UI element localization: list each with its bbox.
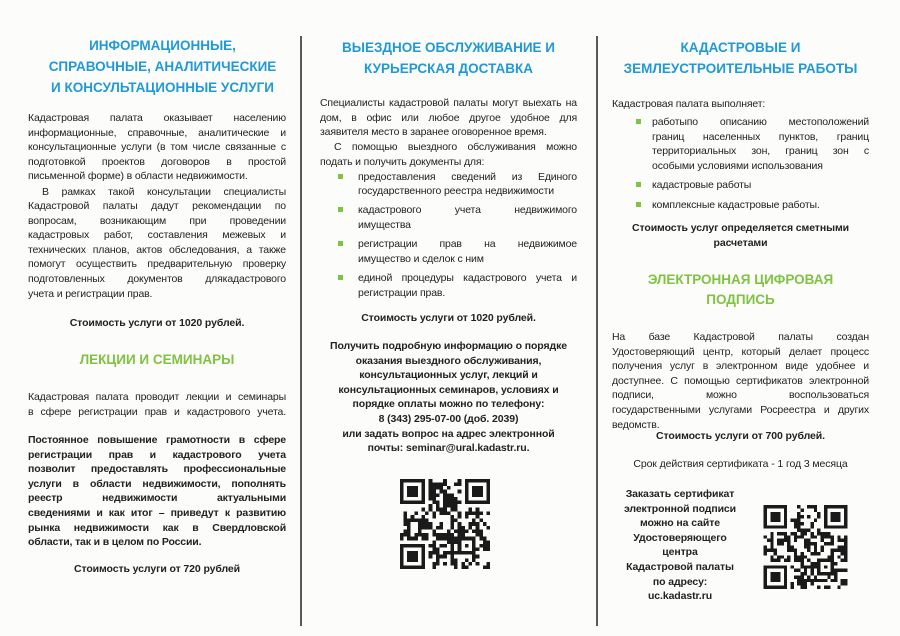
info-services-details <box>28 185 286 302</box>
paragraph-line: услуги в области недвижимости, пополнять <box>28 477 286 490</box>
bullet-line: регистрации прав. <box>358 287 446 300</box>
paragraph-line: помогут осуществить предварительную проверку <box>28 258 286 271</box>
order-line: Кадастровой палаты <box>626 560 734 573</box>
paragraph-line: регистрации прав и кадастрового учета <box>28 448 286 461</box>
column-divider <box>300 36 302 626</box>
bullet-line: территориальных зон, границ зон с <box>652 145 869 158</box>
ecp-price: Стоимость услуги от 700 рублей. <box>656 430 825 442</box>
title-line: ПОДПИСЬ <box>706 292 775 307</box>
info-services-intro <box>28 111 286 184</box>
field-service-intro <box>320 96 577 140</box>
bullet-line: регистрации прав на недвижимое <box>358 238 577 251</box>
field-service-bullets <box>320 170 577 306</box>
price-line: расчетами <box>713 236 768 249</box>
bullet-item <box>612 115 869 173</box>
paragraph-line: информационные, справочные, аналитические и <box>28 126 286 139</box>
contact-info <box>320 339 577 456</box>
title-line: ЭЛЕКТРОННАЯ ЦИФРОВАЯ <box>647 272 834 287</box>
paragraph-line: Кадастровой палаты дадут рекомендации по <box>28 200 286 213</box>
info-services-price-block <box>28 316 286 331</box>
order-line: по адресу: <box>652 575 708 588</box>
lectures-price-block <box>28 562 286 577</box>
order-line: можно на сайте <box>640 517 720 530</box>
paragraph-line: кадастровых работ, составления межевых и <box>28 229 286 242</box>
paragraph-line: подать и получить документы для: <box>320 155 485 168</box>
contact-line: почты: seminar@ural.kadastr.ru. <box>367 442 530 455</box>
field-service-lead <box>320 140 577 169</box>
contact-line: консультационных семинаров, условиях и <box>338 383 559 396</box>
bullet-line: единой процедуры кадастрового учета и <box>358 272 577 285</box>
bullet-item <box>320 271 577 300</box>
contact-outro <box>320 427 577 456</box>
cadastral-works-intro: Кадастровая палата выполняет: <box>612 98 766 110</box>
paragraph-line: позволит предоставлять профессиональные <box>28 463 286 476</box>
qr-code <box>398 477 492 571</box>
cadastral-works-intro-block <box>612 97 869 112</box>
green-square-bullet-icon <box>338 207 343 212</box>
bullet-item <box>320 237 577 266</box>
cadastral-works-bullets <box>612 115 869 217</box>
bullet-item <box>612 198 869 213</box>
bullet-line: имущество и сделок с ним <box>358 253 484 266</box>
bullet-line: государственного реестра недвижимости <box>358 185 555 198</box>
paragraph-line: подготовкой проектов договоров в простой <box>28 155 286 168</box>
paragraph-line: На базе Кадастровой палаты создан <box>612 331 869 343</box>
order-line: Удостоверяющего <box>633 531 727 544</box>
order-line: электронной подписи <box>623 502 737 515</box>
ecp-order-info <box>612 487 748 604</box>
paragraph-line: ведомств. <box>612 418 660 431</box>
paragraph-line: рынка недвижимости как в Свердловской <box>28 521 286 534</box>
column-divider <box>596 36 598 626</box>
order-line: Заказать сертификат <box>625 488 735 500</box>
order-line: центра <box>662 546 698 559</box>
bullet-line: имущества <box>358 219 411 232</box>
bullet-item <box>612 178 869 193</box>
phone-number: 8 (343) 295-07-00 (доб. 2039) <box>378 412 519 425</box>
bullet-line: особыми условиями использования <box>652 159 823 172</box>
lectures-emphasis <box>28 433 286 550</box>
green-square-bullet-icon <box>338 241 343 246</box>
bullet-text <box>358 203 577 232</box>
paragraph-line: технических планов, актов обследования, а также <box>28 243 286 256</box>
paragraph-line: сведениями и как итог – приведут к развитию <box>28 506 286 519</box>
paragraph-line: государственными услугами Росреестра и других <box>612 403 869 416</box>
ecp-text <box>612 330 869 432</box>
title-line: И КОНСУЛЬТАЦИОННЫЕ УСЛУГИ <box>51 80 274 95</box>
green-square-bullet-icon <box>338 275 343 280</box>
paragraph-line: получения услуг в электронном виде удобнее и <box>612 360 869 373</box>
paragraph-line: Кадастровая палата проводит лекции и семинары <box>28 391 286 403</box>
lectures-text <box>28 390 286 419</box>
green-square-bullet-icon <box>636 182 641 187</box>
contact-line: оказания выездного обслуживания, <box>355 354 542 367</box>
field-service-price: Стоимость услуги от 1020 рублей. <box>361 312 536 324</box>
paragraph-line: Кадастровая палата оказывает населению <box>28 112 286 124</box>
bullet-text <box>652 198 869 213</box>
contact-intro <box>320 339 577 412</box>
paragraph-line: области, так и в целом по России. <box>28 536 202 549</box>
cadastral-works-price-note <box>612 221 869 250</box>
ecp-validity: Срок действия сертификата - 1 год 3 месяца <box>633 458 848 470</box>
paragraph-line: С помощью выездного обслуживания можно <box>334 141 577 153</box>
green-square-bullet-icon <box>636 202 641 207</box>
field-service-title <box>320 37 577 79</box>
contact-line: порядке оплаты можно по телефону: <box>352 398 545 411</box>
bullet-line: предоставления сведений из Единого <box>358 170 577 183</box>
order-line: uc.kadastr.ru <box>647 590 713 603</box>
bullet-text <box>358 237 577 266</box>
bullet-line: кадастровые работы <box>652 179 752 192</box>
qr-code <box>762 503 849 591</box>
bullet-line: работыпо описанию местоположений <box>652 116 869 128</box>
bullet-text <box>358 271 577 300</box>
lectures-title-block <box>28 350 286 370</box>
paragraph-line: вопросам, возникающим при проведении <box>28 214 286 227</box>
info-services-title <box>30 35 295 98</box>
title-line: КУРЬЕРСКАЯ ДОСТАВКА <box>364 61 533 76</box>
paragraph-line: подготовленных документов длякадастрового <box>28 273 286 286</box>
bullet-line: границ населенных пунктов, границ <box>652 130 869 143</box>
ecp-validity-block <box>612 457 869 472</box>
ecp-price-block <box>612 429 869 444</box>
paragraph-line: В рамках такой консультации специалисты <box>42 185 286 198</box>
green-square-bullet-icon <box>338 174 343 179</box>
paragraph-line: консультационные услуги (в том числе связанные с <box>28 141 286 154</box>
title-line: КАДАСТРОВЫЕ И <box>680 40 801 55</box>
bullet-item <box>320 170 577 199</box>
lectures-price: Стоимость услуги от 720 рублей <box>73 563 241 575</box>
bullet-text <box>652 178 869 193</box>
paragraph-line: учета и регистрации прав. <box>28 287 153 300</box>
paragraph-line: доступнее. С помощью сертификатов электронной <box>612 374 869 387</box>
bullet-line: комплексные кадастровые работы. <box>652 198 820 211</box>
green-square-bullet-icon <box>636 119 641 124</box>
bullet-line: кадастрового учета недвижимого <box>358 204 577 217</box>
bullet-item <box>320 203 577 232</box>
paragraph-line: письменной форме) в области недвижимости. <box>28 170 248 183</box>
title-line: ЗЕМЛЕУСТРОИТЕЛЬНЫЕ РАБОТЫ <box>623 61 858 76</box>
price-line: Стоимость услуг определяется сметными <box>632 222 849 234</box>
paragraph-line: реестр недвижимости актуальными <box>28 492 286 505</box>
paragraph-line: Постоянное повышение грамотности в сфере <box>28 434 286 446</box>
contact-line: консультационных услуг, лекций и <box>359 369 538 382</box>
info-services-price: Стоимость услуги от 1020 рублей. <box>69 317 245 329</box>
contact-line: Получить подробную информацию о порядке <box>330 340 567 352</box>
bullet-text <box>652 115 869 173</box>
title-line: ВЫЕЗДНОЕ ОБСЛУЖИВАНИЕ И <box>341 40 555 55</box>
paragraph-line: заявителя место в заранее оговоренное время. <box>320 126 547 139</box>
paragraph-line: в сфере регистрации прав и кадастрового учета. <box>28 405 286 418</box>
title-line: СПРАВОЧНЫЕ, АНАЛИТИЧЕСКИЕ <box>48 59 277 74</box>
contact-line: или задать вопрос на адрес электронной <box>342 427 555 440</box>
paragraph-line: Специалисты кадастровой палаты могут выехать на <box>320 97 577 109</box>
paragraph-line: дом, в офис или любое другое удобное для <box>320 111 577 124</box>
cadastral-works-title <box>612 37 869 79</box>
bullet-text <box>358 170 577 199</box>
paragraph-line: Удостоверяющий центр, который делает процесс <box>612 345 869 358</box>
paragraph-line: подписи, можно воспользоваться <box>612 389 869 402</box>
ecp-title <box>612 270 869 310</box>
field-service-price-block <box>320 311 577 326</box>
lectures-title: ЛЕКЦИИ И СЕМИНАРЫ <box>79 352 235 367</box>
title-line: ИНФОРМАЦИОННЫЕ, <box>89 38 236 53</box>
